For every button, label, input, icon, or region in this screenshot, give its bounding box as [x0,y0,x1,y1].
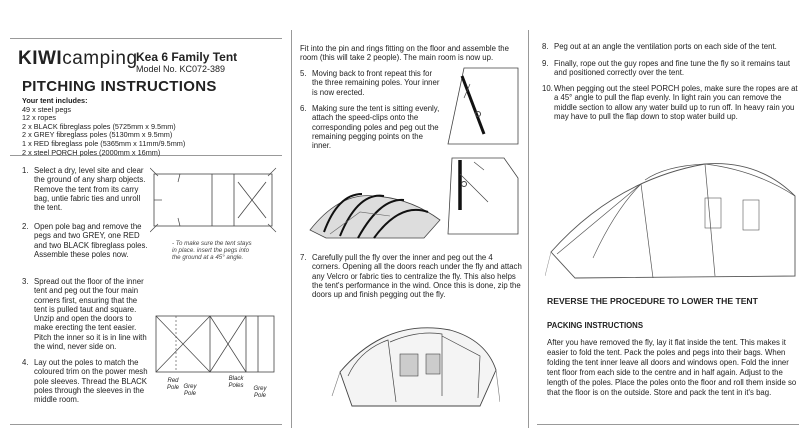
reverse-heading: REVERSE THE PROCEDURE TO LOWER THE TENT [547,296,758,306]
black-poles-label: Black Poles [228,376,244,389]
step-2: 2. Open pole bag and remove the pegs and two GREY, one RED and two BLACK fibreglass poles. Assemble these poles now. [22,222,148,259]
step-5: 5. Moving back to front repeat this for the three remaining poles. Your inner is now erected. [300,69,440,97]
column-divider [528,30,529,428]
include-item: 49 x steel pegs [22,104,72,114]
rule-bottom [10,424,282,425]
includes-list: Your tent includes: 49 x steel pegs 12 x ropes 2 x BLACK fibreglass poles (5725mm x 9.5mm) 2 x GREY fibreglass poles (5130mm x 9.5mm) 1 x RED fibreglass pole (5365mm x 11mm/9.5mm) 2 x steel PORCH poles (2000mm x 16mm) [22,96,186,157]
speed-clip-detail [444,154,522,240]
step-10: 10. When pegging out the steel PORCH poles, make sure the ropes are at a 45° angle to pull the flap evenly. In light rain you can remove the middle section to allow any water build up to run off. In heavy rain you may have to pull the flap down to stop water build up. [542,84,798,121]
packing-heading: PACKING INSTRUCTIONS [547,321,644,330]
step-4-continued: Fit into the pin and rings fitting on the floor and assemble the room (this will take 2 people). The main room is now up. [300,44,509,63]
tent-floor-diagram [150,162,278,240]
include-item: 12 x ropes [22,113,57,123]
rule-top [10,38,282,39]
step-7: 7. Carefully pull the fly over the inner and peg out the 4 corners. Opening all the doors reach under the fly and attach any Velcro or fabric ties to centralize the fly. This also helps the tent's performance in the wind. Once this is done, zip the doors up and finish pegging out the fly. [300,253,522,300]
include-item: 2 x steel PORCH poles (2000mm x 16mm) [22,147,161,157]
step-6: 6. Making sure the tent is sitting evenly, attach the speed-clips onto the corresponding poles and peg out the remaining pegging points on the inner. [300,104,440,151]
brand-logo: KIWIcamping [18,48,138,69]
rule-bottom [537,424,799,425]
inner-tent-illustration [300,172,450,247]
step-8: 8. Peg out at an angle the ventilation ports on each side of the tent. [542,42,777,51]
include-item: 2 x BLACK fibreglass poles (5725mm x 9.5mm) [22,121,176,131]
include-item: 1 x RED fibreglass pole (5365mm x 11mm/9.5mm) [22,138,186,148]
grey-pole-label-2: Grey Pole [253,386,267,399]
finished-tent-illustration [545,140,803,290]
packing-text: After you have removed the fly, lay it flat inside the tent. This makes it easier to fold the tent. Pack the poles and pegs into their bags. When folding the tent inner leave all doors and windows open. Fold the inner tent floor from each side to the centre and in half again. Adjust to the length of the poles. Place the poles onto the floor and roll them inside so that the floor is on the outside. Store and pack the tent in it's bag. [547,338,797,397]
pole-layout-diagram [150,308,280,380]
pole-pin-detail [444,64,522,150]
fly-tent-illustration [330,306,500,416]
peg-angle-note: - To make sure the tent stays in place. insert the pegs into the ground at a 45° angle. [172,240,252,262]
red-pole-label: Red Pole [166,378,179,391]
pitching-heading: PITCHING INSTRUCTIONS [22,78,217,95]
include-item: 2 x GREY fibreglass poles (5130mm x 9.5mm) [22,130,173,140]
grey-pole-label: Grey Pole [183,384,197,397]
step-1: 1. Select a dry, level site and clear the ground of any sharp objects. Remove the tent from its carry bag, untie fabric ties and unroll the tent. [22,166,146,213]
column-divider [291,30,292,428]
step-4: 4. Lay out the poles to match the coloured trim on the power mesh pole sleeves. Thread the BLACK poles through the sleeves in the middle room. [22,358,148,405]
model-number: Model No. KC072-389 [136,64,226,74]
product-title: Kea 6 Family Tent [136,50,238,64]
step-3: 3. Spread out the floor of the inner tent and peg out the four main corners first, ensuring that the tent is pulled taut and square. Unzip and open the doors to make erecting the tent easier. Pitch the inner so it is in line with the wind, never side on. [22,277,147,352]
step-9: 9. Finally, rope out the guy ropes and fine tune the fly so it remains taut and positioned correctly over the tent. [542,59,791,78]
